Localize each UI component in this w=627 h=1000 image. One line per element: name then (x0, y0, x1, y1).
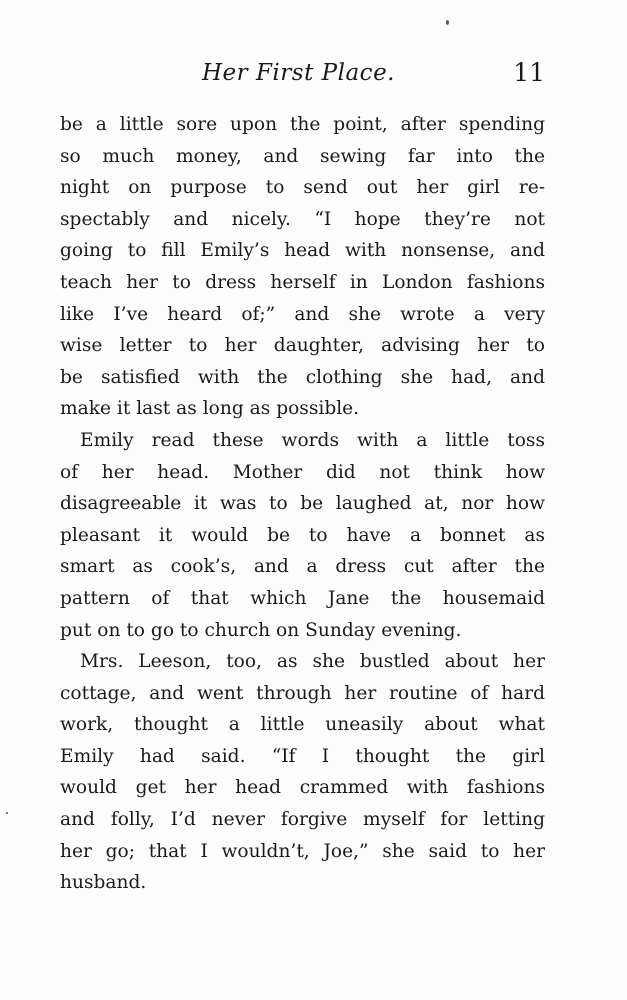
text-line: teach her to dress herself in London fashions (60, 271, 545, 293)
text-line: cottage, and went through her routine of hard (60, 682, 545, 704)
text-line: work, thought a little uneasily about what (60, 714, 545, 736)
running-head (60, 60, 545, 96)
text-line: would get her head crammed with fashions (60, 777, 545, 799)
text-line: put on to go to church on Sunday evening. (60, 619, 462, 641)
text-line: disagreeable it was to be laughed at, nor how (60, 493, 545, 515)
text-line: her go; that I wouldn’t, Joe,” she said to her (60, 840, 545, 862)
body-text (60, 109, 545, 899)
paper-speck (446, 20, 449, 25)
text-line: going to fill Emily’s head with nonsense, and (60, 240, 545, 262)
text-line: so much money, and sewing far into the (60, 145, 545, 167)
text-line: husband. (60, 872, 147, 894)
text-line: like I’ve heard of;” and she wrote a very (60, 303, 545, 325)
text-line: be a little sore upon the point, after spending (60, 114, 545, 135)
text-line: wise letter to her daughter, advising her to (60, 335, 545, 357)
text-line: night on purpose to send out her girl re- (60, 177, 545, 199)
text-line: pleasant it would be to have a bonnet as (60, 524, 545, 546)
text-line: and folly, I’d never forgive myself for letting (60, 809, 545, 831)
text-line: pattern of that which Jane the housemaid (60, 587, 545, 609)
text-line: spectably and nicely. “I hope they’re not (60, 208, 545, 230)
text-line: be satisfied with the clothing she had, and (60, 366, 545, 388)
text-line: smart as cook’s, and a dress cut after the (60, 556, 545, 578)
paper-speck (6, 812, 8, 814)
running-title: Her First Place. (202, 60, 395, 86)
page-number: 11 (513, 58, 545, 87)
text-line: of her head. Mother did not think how (60, 461, 545, 483)
text-line: make it last as long as possible. (60, 398, 360, 420)
text-line: Mrs. Leeson, too, as she bustled about her (80, 651, 545, 673)
text-line: Emily read these words with a little toss (80, 429, 545, 451)
text-line: Emily had said. “If I thought the girl (60, 745, 545, 767)
